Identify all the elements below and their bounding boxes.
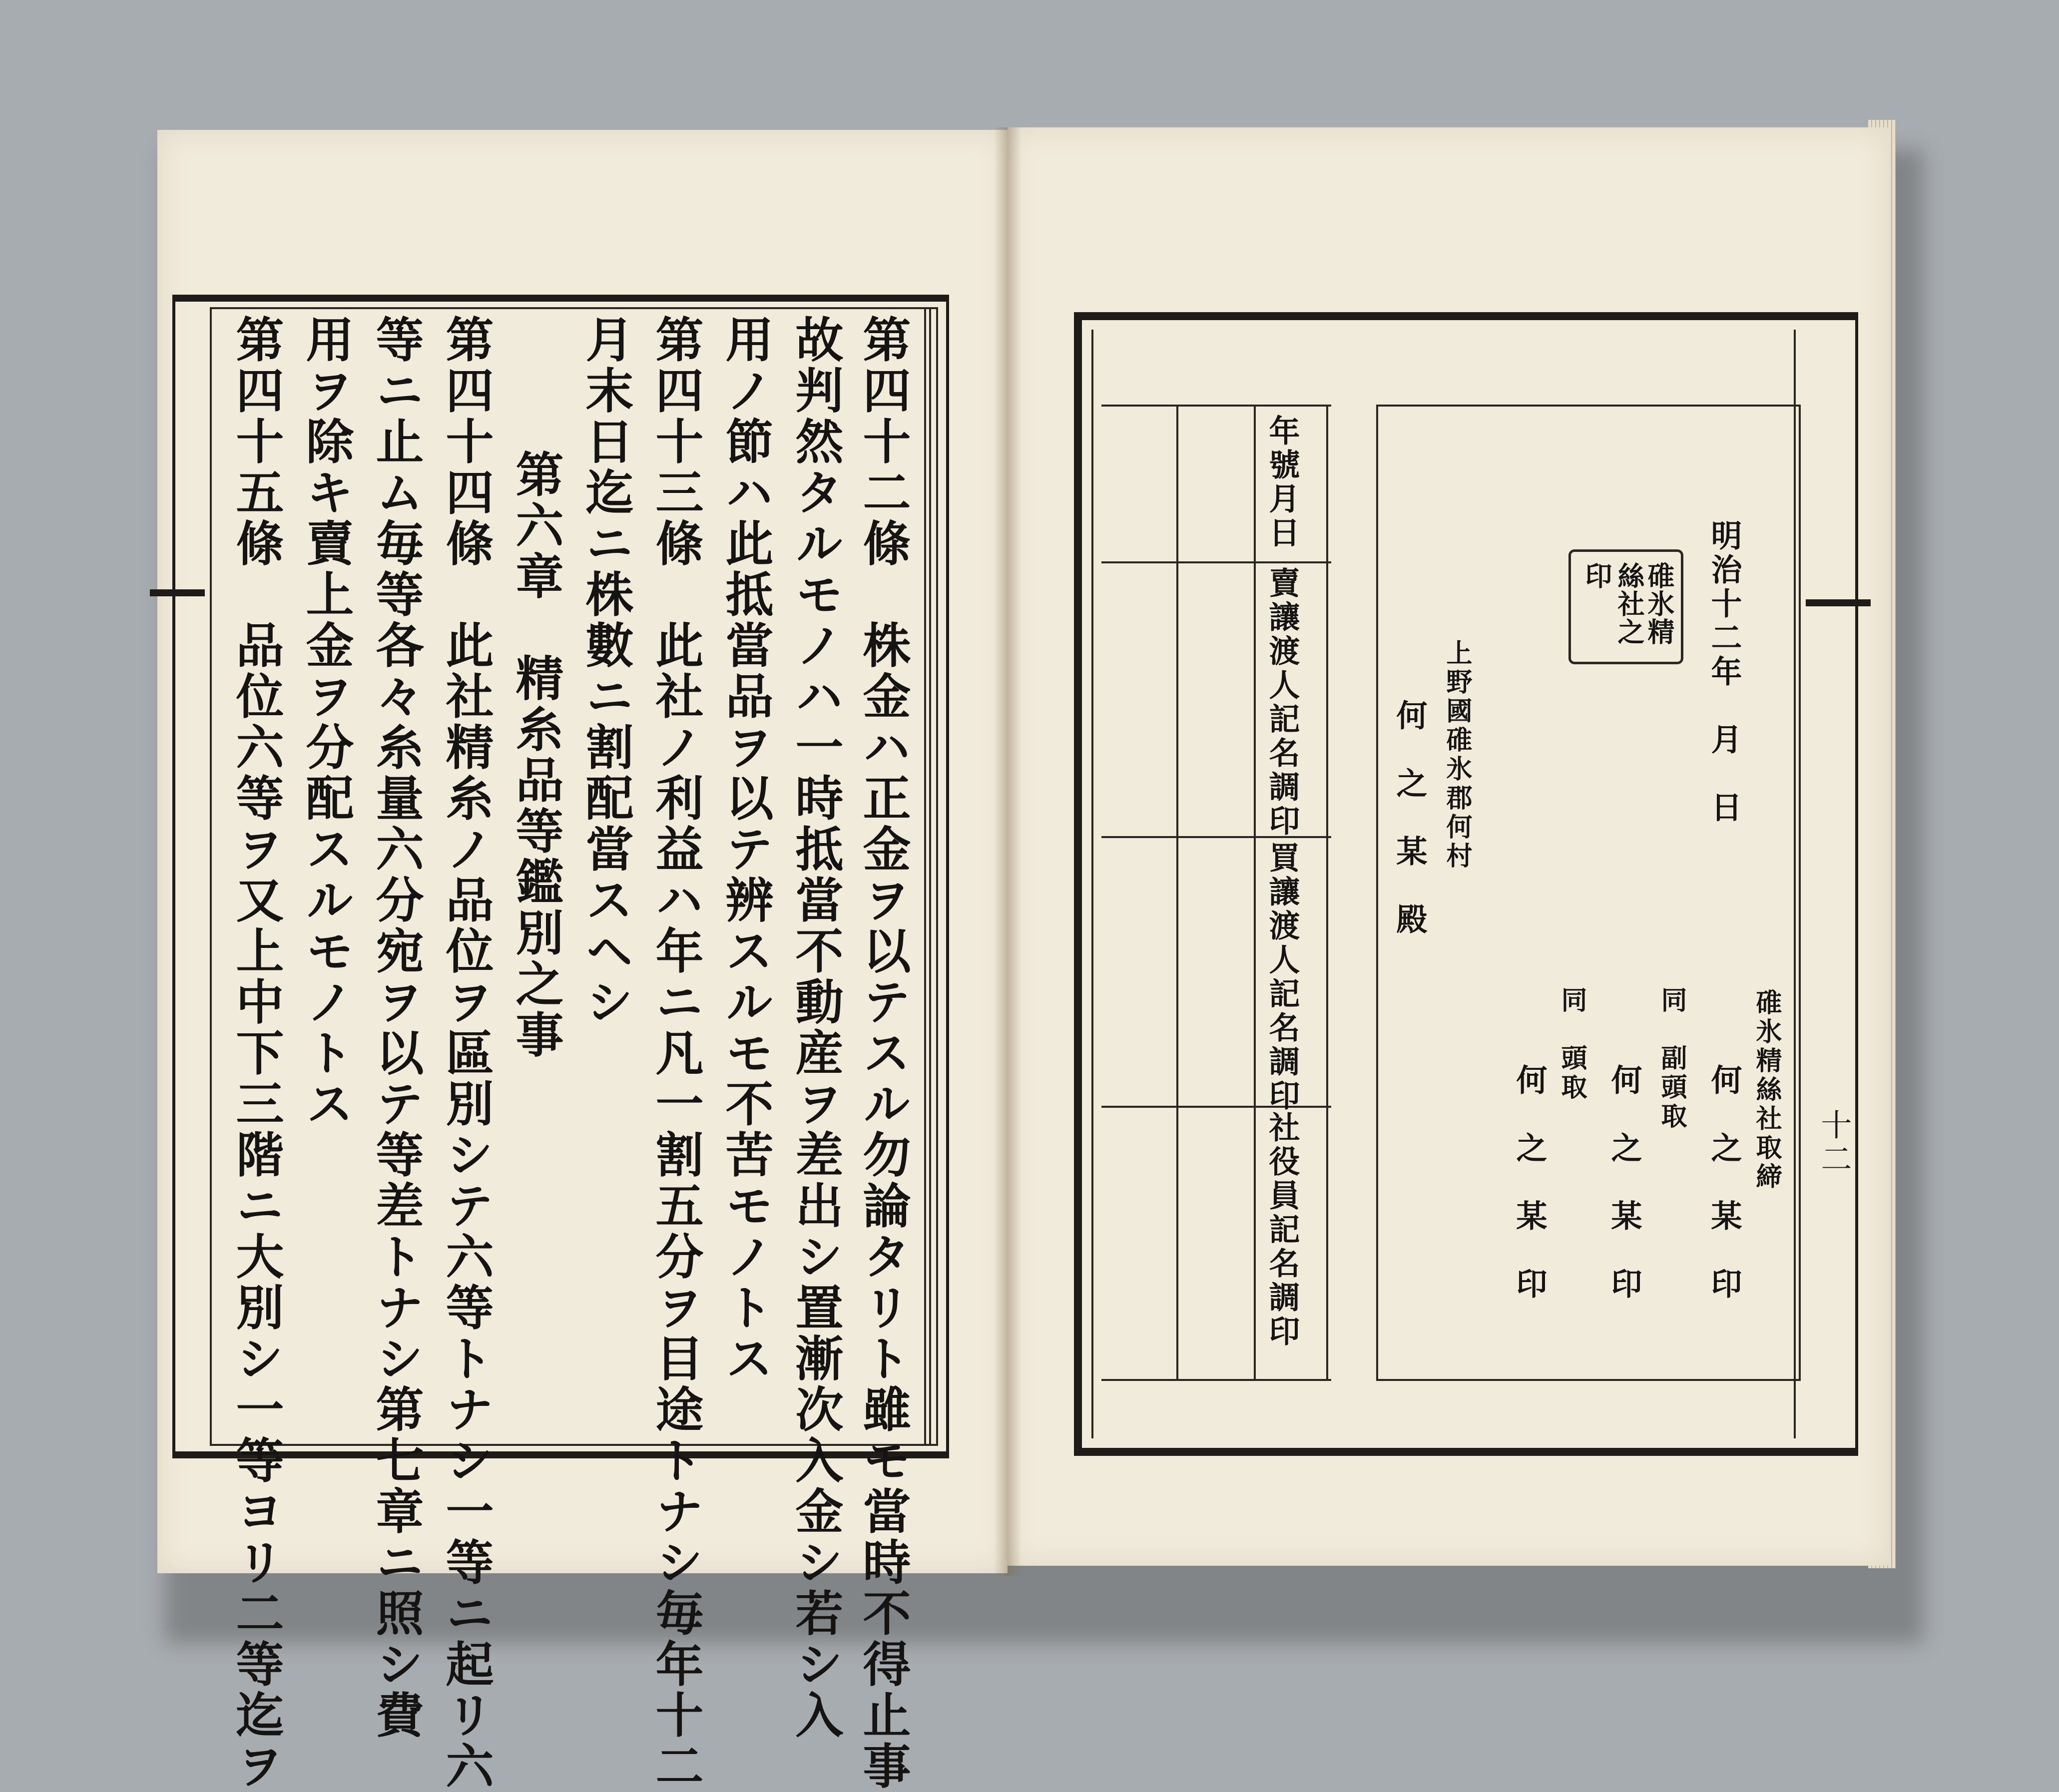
text-column: 第四十四條 此社精糸ノ品位ヲ區別シテ六等トナシ一等ニ起リ六 bbox=[438, 315, 495, 1792]
seal-text-line: 印 bbox=[1581, 562, 1613, 590]
table-column-rule bbox=[1176, 407, 1178, 1379]
text-column: 用ヲ除キ賣上金ヲ分配スルモノトス bbox=[298, 315, 355, 1130]
table-row-rule bbox=[1101, 561, 1331, 563]
page-number: 十二 bbox=[1816, 1109, 1852, 1177]
left-page-ear-mark bbox=[150, 589, 205, 596]
text-column: 第四十五條 品位六等ヲ又上中下三階ニ大別シ一等ヨリ二等迄ヲ bbox=[228, 315, 285, 1792]
right-page-ear-mark bbox=[1806, 599, 1871, 606]
text-column: 月末日迄ニ株數ニ割配當スヘシ bbox=[578, 315, 634, 1028]
left-page-double-rule bbox=[924, 307, 931, 1446]
seal-text-line: 絲社之 bbox=[1613, 562, 1645, 646]
company-seal bbox=[1568, 549, 1683, 664]
table-column-rule bbox=[1254, 407, 1256, 1379]
issue-date: 明治十二年 月 日 bbox=[1706, 519, 1742, 825]
table-header-date: 年號月日 bbox=[1264, 415, 1300, 550]
table-column-rule bbox=[1326, 407, 1328, 1379]
chapter-heading: 第六章 精糸品等鑑別之事 bbox=[508, 449, 564, 1061]
company-title: 碓氷精絲社取締 bbox=[1751, 989, 1782, 1192]
text-column: 用ノ節ハ此抵當品ヲ以テ辨スルモ不苦モノトス bbox=[718, 315, 774, 1384]
signatory-name: 何 之 某 印 bbox=[1706, 1064, 1742, 1302]
text-column: 第四十三條 此社ノ利益ハ年ニ凡一割五分ヲ目途トナシ毎年十二 bbox=[648, 315, 704, 1792]
signatory-name: 何 之 某 印 bbox=[1511, 1064, 1547, 1302]
text-column: 故判然タルモノハ一時抵當不動産ヲ差出シ置漸次入金シ若シ入 bbox=[788, 315, 844, 1741]
table-header-buyer: 買讓渡人記名調印 bbox=[1264, 842, 1300, 1113]
signatory-role: 同 頭取 bbox=[1556, 986, 1587, 1102]
table-header-seller: 賣讓渡人記名調印 bbox=[1264, 567, 1300, 839]
text-column: 等ニ止ム毎等各々糸量六分宛ヲ以テ等差トナシ第七章ニ照シ費 bbox=[368, 315, 425, 1741]
text-column: 第四十二條 株金ハ正金ヲ以テスル勿論タリト雖モ當時不得止事 bbox=[855, 315, 912, 1792]
signatory-role: 同 副頭取 bbox=[1656, 986, 1687, 1131]
table-header-officers: 社役員記名調印 bbox=[1264, 1111, 1300, 1349]
signatory-name: 何 之 某 印 bbox=[1606, 1064, 1642, 1302]
seal-text-line: 碓氷精 bbox=[1643, 562, 1675, 646]
addressee-address: 上野國碓氷郡何村 bbox=[1442, 639, 1472, 871]
addressee-name: 何 之 某 殿 bbox=[1391, 699, 1428, 937]
book-gutter bbox=[994, 127, 1022, 1576]
